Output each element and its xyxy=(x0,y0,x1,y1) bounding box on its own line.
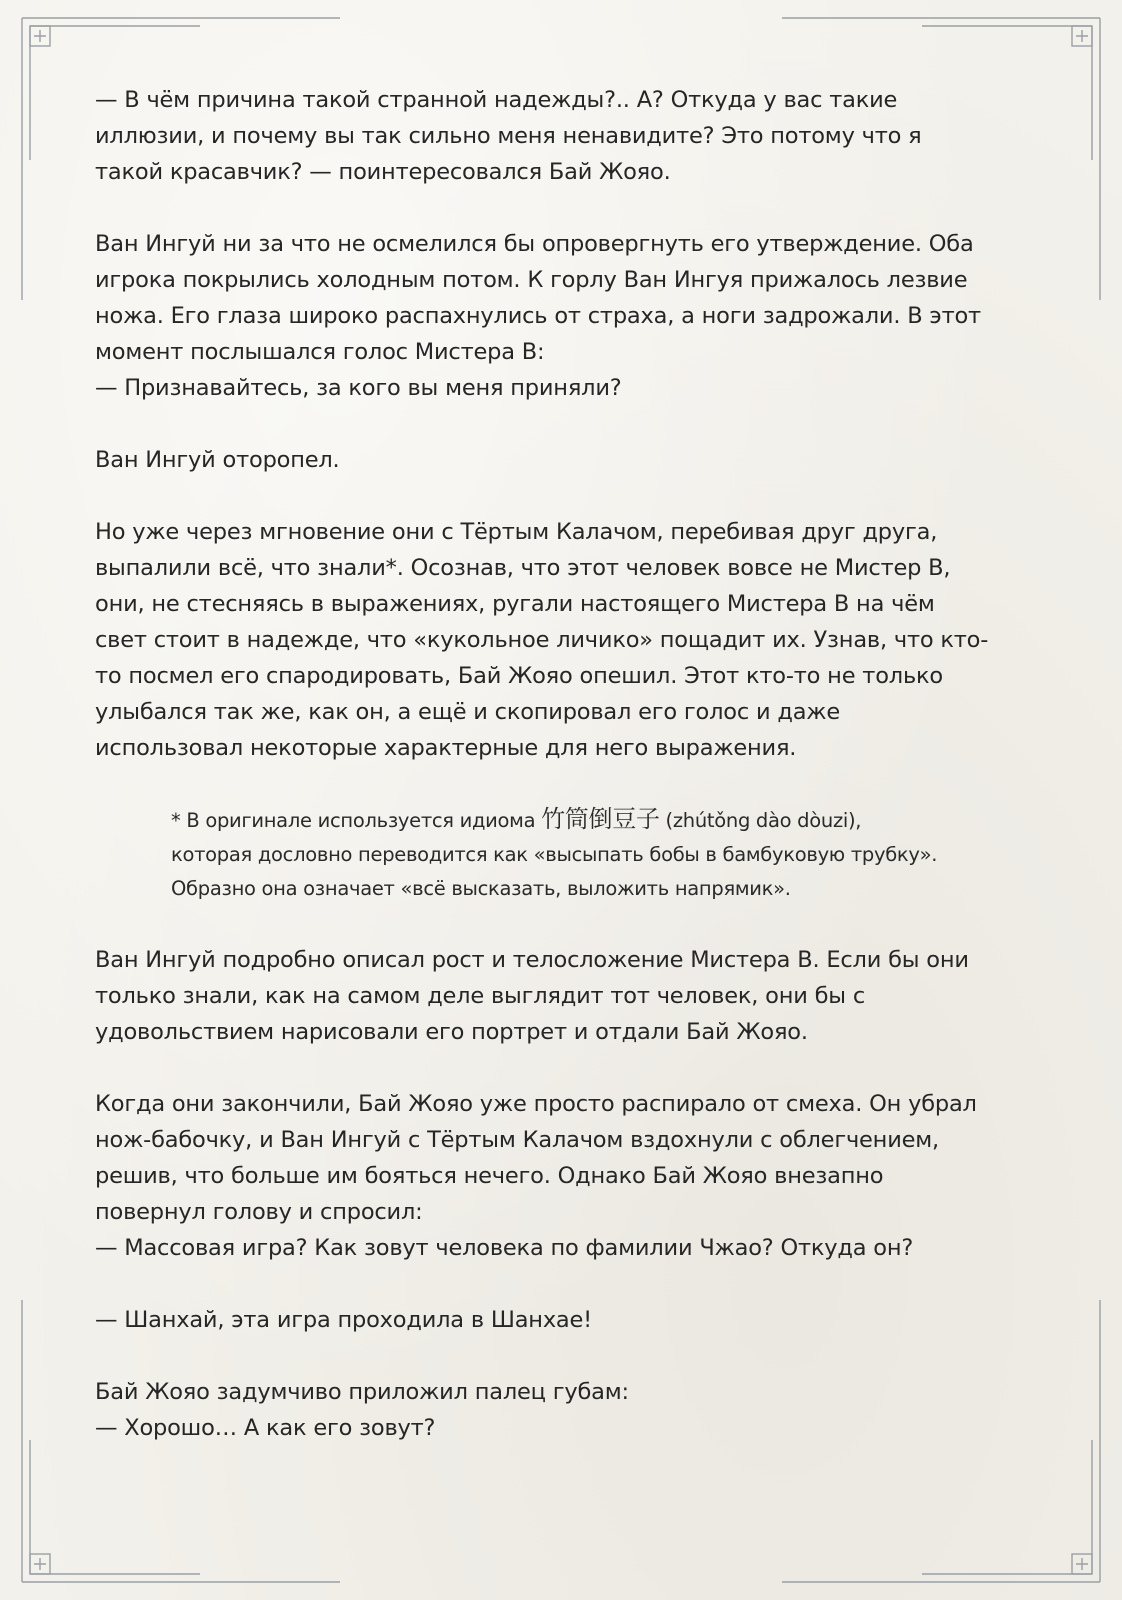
text-line: Но уже через мгновение они с Тёртым Калачом, перебивая друг друга, xyxy=(95,519,938,545)
text-line: повернул голову и спросил: xyxy=(95,1199,423,1225)
text-line: Ван Ингуй подробно описал рост и телосложение Мистера В. Если бы они xyxy=(95,947,969,973)
text-line: — Признавайтесь, за кого вы меня приняли? xyxy=(95,375,622,401)
text-line: использовал некоторые характерные для него выражения. xyxy=(95,735,797,761)
paragraphs-before-footnote xyxy=(95,82,1035,766)
paragraph-p6 xyxy=(95,1086,1035,1266)
text-line: иллюзии, и почему вы так сильно меня ненавидите? Это потому что я xyxy=(95,123,922,149)
text-line: нож-бабочку, и Ван Ингуй с Тёртым Калачом вздохнули с облегчением, xyxy=(95,1127,939,1153)
paragraph-p3 xyxy=(95,442,1035,478)
footnote-line-3: Образно она означает «всё высказать, выложить напрямик». xyxy=(171,877,791,900)
footnote-text: * В оригинале используется идиома xyxy=(171,809,542,832)
text-line: удовольствием нарисовали его портрет и отдали Бай Жояо. xyxy=(95,1019,808,1045)
text-line: такой красавчик? — поинтересовался Бай Жояо. xyxy=(95,159,671,185)
page-text xyxy=(95,82,1035,1482)
text-line: — Хорошо… А как его зовут? xyxy=(95,1415,436,1441)
paragraph-p2 xyxy=(95,226,1035,406)
paragraph-p8 xyxy=(95,1374,1035,1446)
text-line: только знали, как на самом деле выглядит тот человек, они бы с xyxy=(95,983,865,1009)
paragraph-p4 xyxy=(95,514,1035,766)
paragraph-p7 xyxy=(95,1302,1035,1338)
text-line: игрока покрылись холодным потом. К горлу Ван Ингуя прижалось лезвие xyxy=(95,267,968,293)
text-line: Ван Ингуй ни за что не осмелился бы опровергнуть его утверждение. Оба xyxy=(95,231,974,257)
paragraph-p5 xyxy=(95,942,1035,1050)
text-line: Когда они закончили, Бай Жояо уже просто распирало от смеха. Он убрал xyxy=(95,1091,977,1117)
text-line: они, не стесняясь в выражениях, ругали настоящего Мистера В на чём xyxy=(95,591,935,617)
text-line: Бай Жояо задумчиво приложил палец губам: xyxy=(95,1379,629,1405)
text-line: Ван Ингуй оторопел. xyxy=(95,447,340,473)
footnote-line-2: которая дословно переводится как «высыпать бобы в бамбуковую трубку». xyxy=(171,843,938,866)
text-line: — Шанхай, эта игра проходила в Шанхае! xyxy=(95,1307,592,1333)
text-line: улыбался так же, как он, а ещё и скопировал его голос и даже xyxy=(95,699,841,725)
text-line: решив, что больше им бояться нечего. Однако Бай Жояо внезапно xyxy=(95,1163,884,1189)
paragraphs-after-footnote xyxy=(95,942,1035,1446)
text-line: то посмел его спародировать, Бай Жояо опешил. Этот кто-то не только xyxy=(95,663,943,689)
text-line: — Массовая игра? Как зовут человека по фамилии Чжао? Откуда он? xyxy=(95,1235,914,1261)
text-line: свет стоит в надежде, что «кукольное личико» пощадит их. Узнав, что кто- xyxy=(95,627,989,653)
text-line: выпалили всё, что знали*. Осознав, что этот человек вовсе не Мистер В, xyxy=(95,555,951,581)
footnote-idiom: 竹筒倒豆子 xyxy=(541,805,660,833)
text-line: — В чём причина такой странной надежды?.. А? Откуда у вас такие xyxy=(95,87,898,113)
text-line: ножа. Его глаза широко распахнулись от страха, а ноги задрожали. В этот xyxy=(95,303,981,329)
footnote xyxy=(171,802,1035,906)
paragraph-p1 xyxy=(95,82,1035,190)
footnote-pinyin: (zhútǒng dào dòuzi), xyxy=(659,809,862,832)
text-line: момент послышался голос Мистера В: xyxy=(95,339,545,365)
footnote-line-1 xyxy=(171,802,1035,838)
